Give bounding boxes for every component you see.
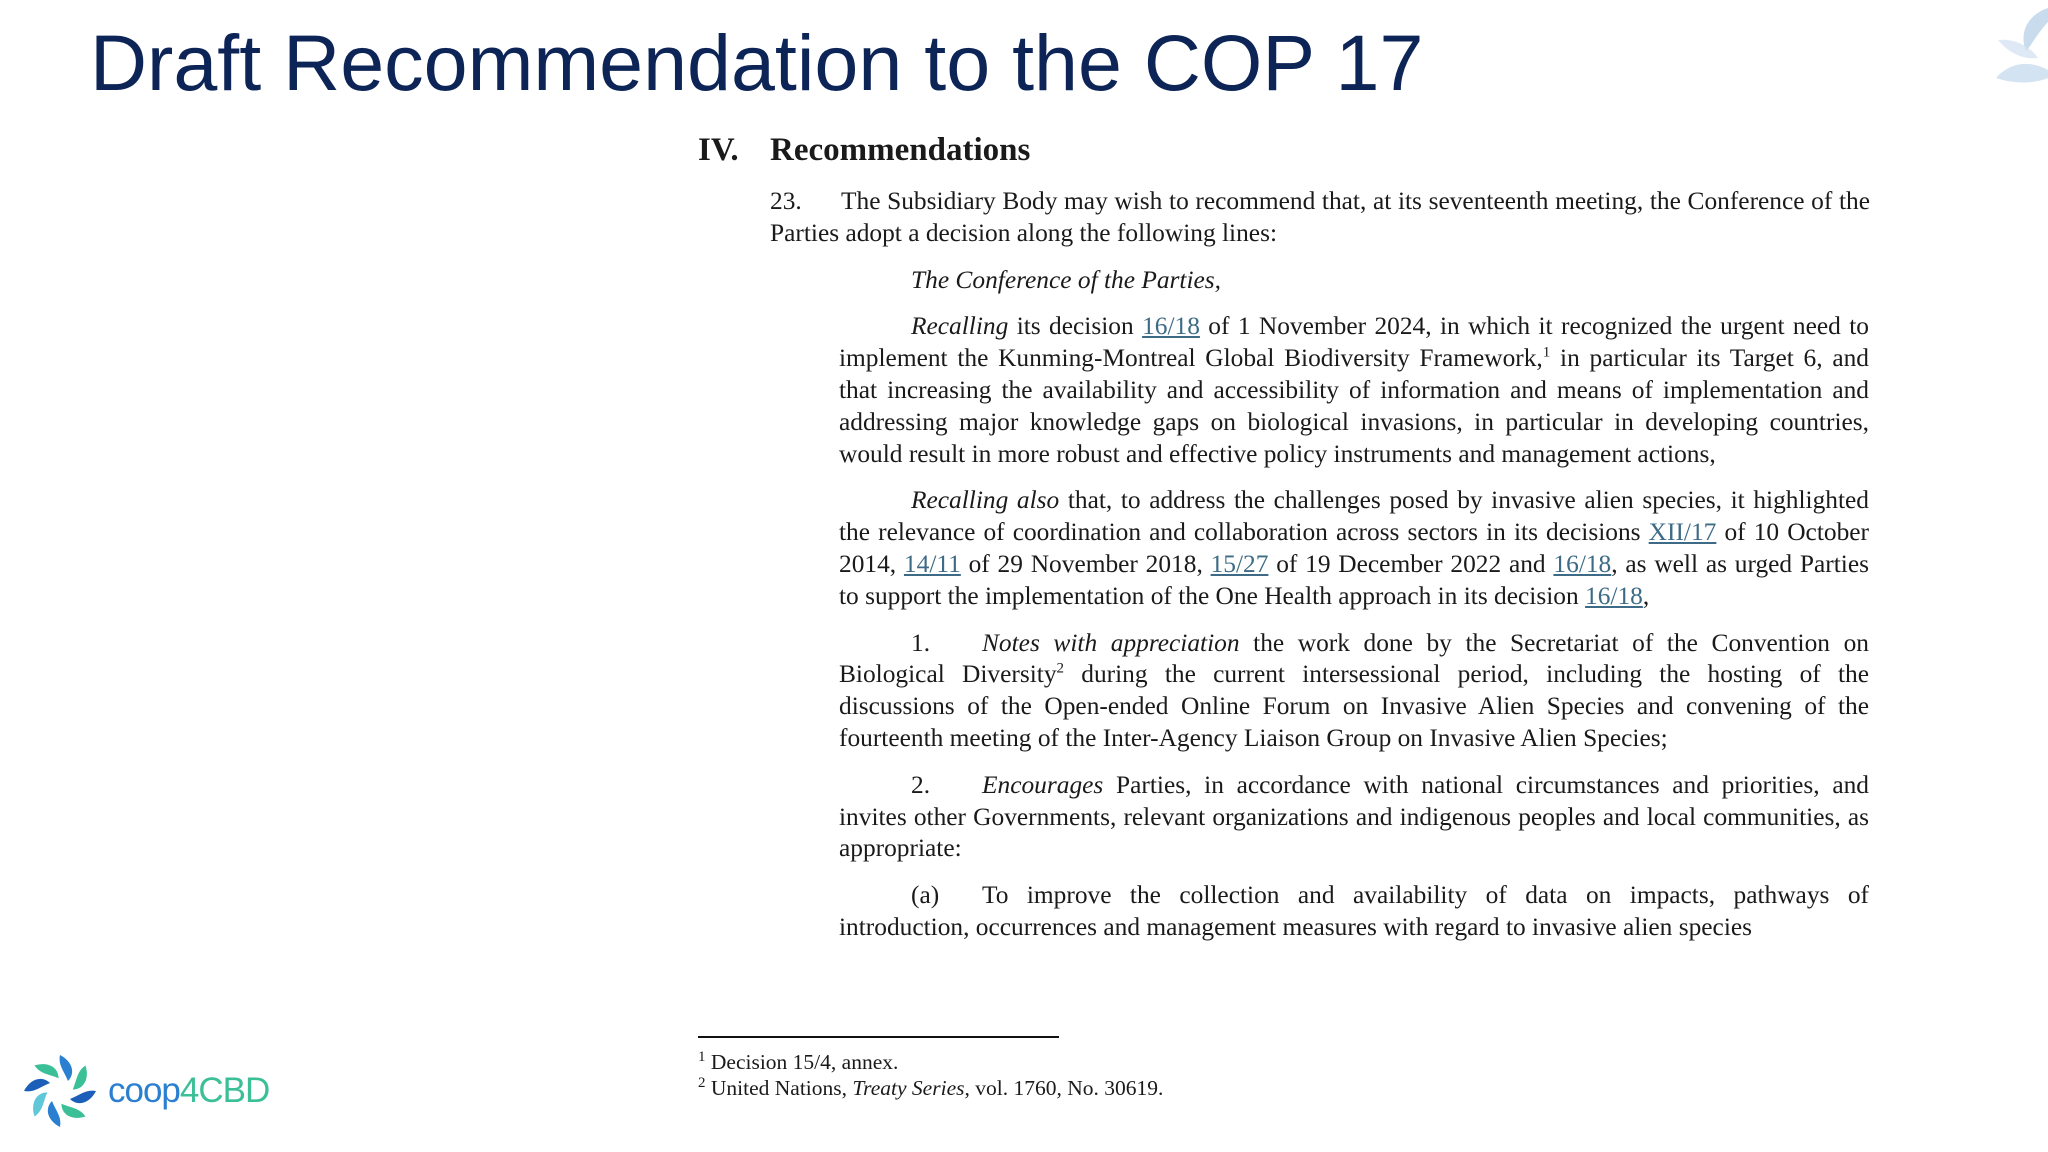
section-title: Recommendations: [770, 132, 1031, 168]
operative-paragraph-1: 1. Notes with appreciation the work done by the Secretariat of the Convention on Biological Diversity$^2$ during the current intersessional period, including the hosting of the discussions of the Open-ended Online Forum on Invasive Alien Species and convening of the fourteenth meeting of the Inter-Agency Liaison Group on Invasive Alien Species;: [839, 628, 1869, 752]
decision-link[interactable]: 16/18: [1142, 312, 1200, 341]
recalling-paragraph: Recalling its decision 16/18 of 1 November 2024, in which it recognized the urgent need to implement the Kunming-Montreal Global Biodiversity Framework,$^1$ in particular its Target 6, and that increasing the availability and accessibility of information and means of implementation and addressing major knowledge gaps on biological invasions, in particular in developing countries, would result in more robust and effective policy instruments and management actions,: [839, 312, 1869, 468]
leaf-decoration-icon: [1938, 0, 2048, 110]
footnote-ref: 2: [1056, 660, 1065, 677]
footnote-divider: [698, 1036, 1059, 1038]
subparagraph-a: (a) To improve the collection and availability of data on impacts, pathways of introduction, occurrences and management measures with regard to invasive alien species: [839, 881, 1869, 941]
subparagraph-label: (a): [911, 881, 940, 910]
decision-link[interactable]: 16/18: [1585, 581, 1643, 610]
paragraph-number: 1.: [911, 628, 931, 657]
section-heading: [698, 128, 1873, 172]
section-number: IV.: [698, 132, 739, 168]
logo-swirl-icon: [20, 1052, 100, 1130]
cop-heading: The Conference of the Parties,: [911, 265, 1222, 294]
decision-link[interactable]: 15/27: [1210, 549, 1269, 578]
paragraph-number: 2.: [911, 770, 931, 799]
slide-title: Draft Recommendation to the COP 17: [90, 18, 1424, 107]
footnote-2: $^2$ United Nations, Treaty Series, vol. 1760, No. 30619.: [698, 1074, 1164, 1100]
footnote-1: $^1$ Decision 15/4, annex.: [698, 1048, 899, 1074]
paragraph-23: 23. The Subsidiary Body may wish to recommend that, at its seventeenth meeting, the Conference of the Parties adopt a decision along the following lines:: [770, 187, 1870, 247]
coop4cbd-logo: [20, 1052, 269, 1130]
document-excerpt: [698, 128, 1873, 944]
footnote-ref: 1: [1542, 344, 1551, 361]
decision-link[interactable]: 14/11: [903, 549, 961, 578]
paragraph-number: 23.: [770, 187, 802, 215]
recalling-also-paragraph: Recalling also that, to address the challenges posed by invasive alien species, it highlighted the relevance of coordination and collaboration across sectors in its decisions XII/17 of 10 October 2014, 14/11 of 29 November 2018, 15/27 of 19 December 2022 and 16/18, as well as urged Parties to support the implementation of the One Health approach in its decision 16/18,: [839, 486, 1869, 610]
decision-link[interactable]: XII/17: [1648, 518, 1717, 547]
operative-paragraph-2: 2. Encourages Parties, in accordance with national circumstances and priorities, and invites other Governments, relevant organizations and indigenous peoples and local communities, as appropriate:: [839, 770, 1869, 863]
logo-wordmark: coop4CBD: [108, 1071, 270, 1110]
footnotes: [698, 1049, 1163, 1101]
decision-link[interactable]: 16/18: [1553, 549, 1612, 578]
